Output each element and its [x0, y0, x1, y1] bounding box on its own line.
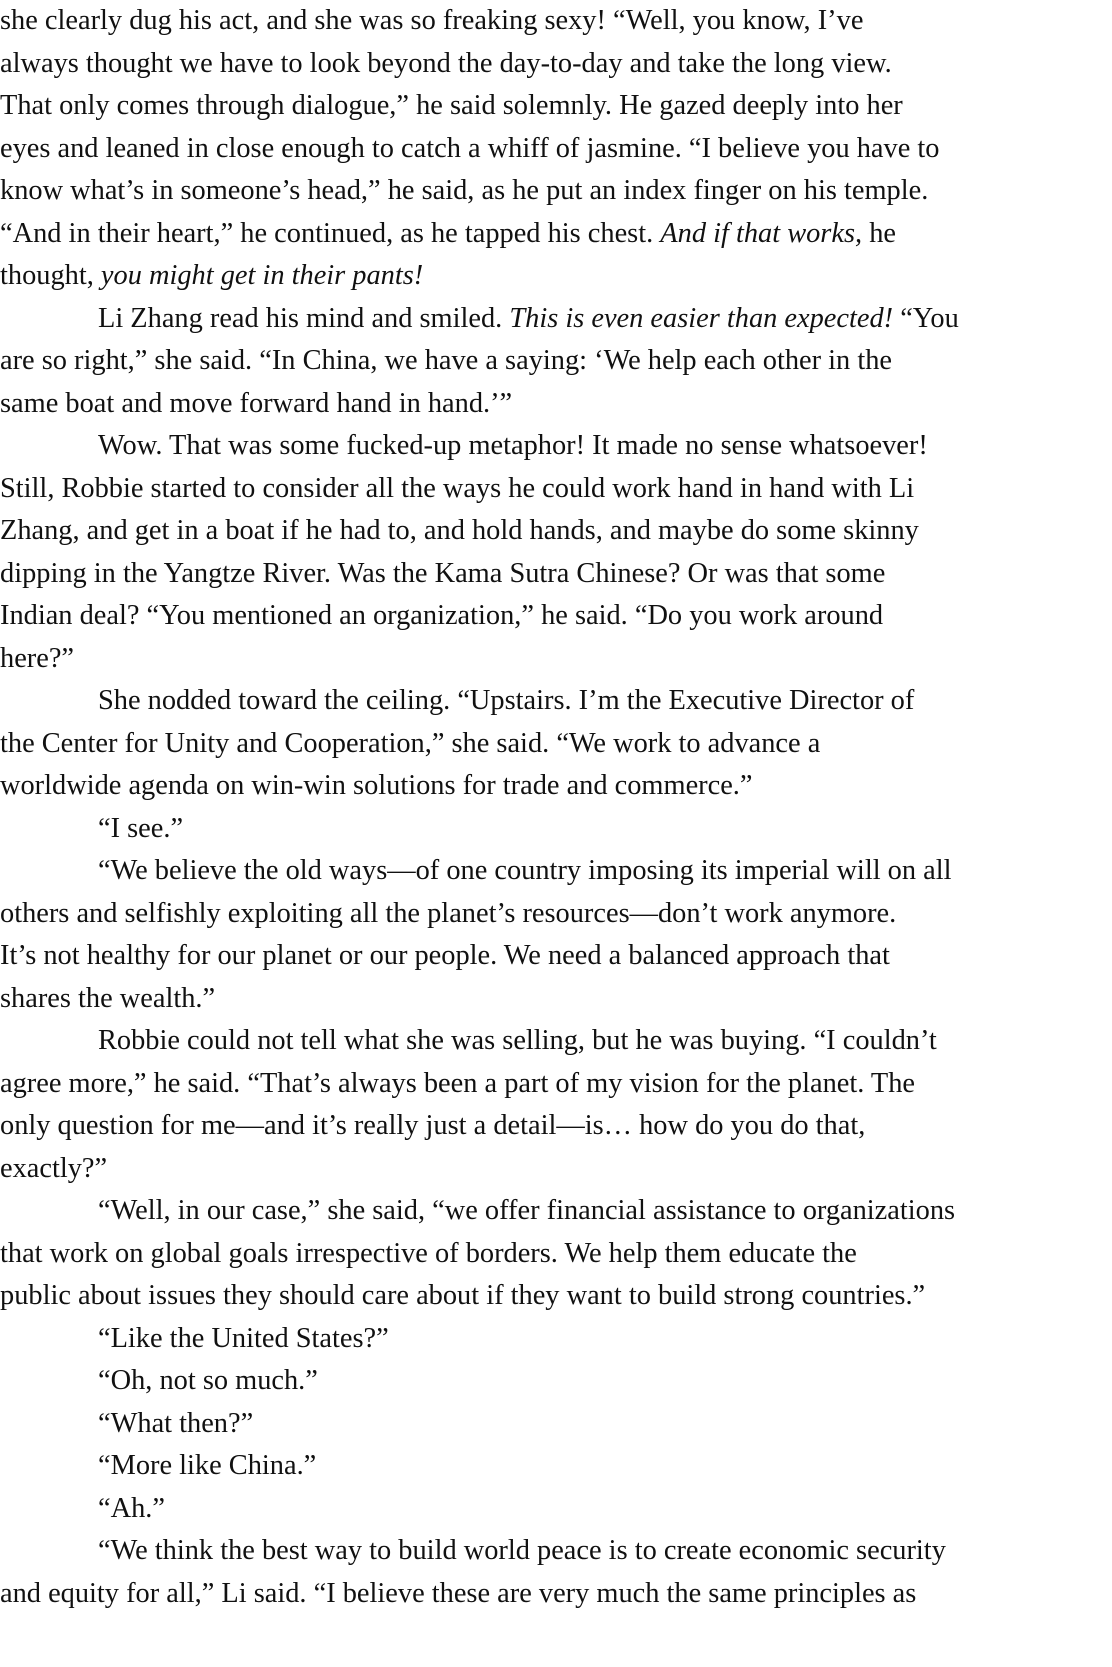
line-text: exactly?”	[0, 1152, 108, 1184]
text-line	[0, 0, 1112, 43]
text-line	[0, 468, 1112, 511]
paragraph-first-line	[0, 298, 1112, 341]
paragraph-first-line	[0, 1403, 1112, 1446]
line-text: he	[862, 217, 896, 249]
line-text: “More like China.”	[98, 1450, 317, 1481]
italic-thought: And if that works,	[660, 217, 863, 249]
paragraph-first-line	[0, 808, 1112, 851]
line-text: worldwide agenda on win-win solutions for trade and commerce.”	[0, 770, 753, 801]
text-line	[0, 723, 1112, 766]
italic-thought: This is even easier than expected!	[509, 302, 894, 334]
line-text: she clearly dug his act, and she was so freaking sexy! “Well, you know, I’ve	[0, 5, 864, 36]
line-text: “Like the United States?”	[98, 1322, 389, 1354]
line-text: same boat and move forward hand in hand.’”	[0, 387, 513, 419]
line-text: “What then?”	[98, 1407, 254, 1439]
paragraph-first-line	[0, 1488, 1112, 1531]
text-line	[0, 85, 1112, 128]
italic-thought: you might get in their pants!	[100, 260, 424, 291]
paragraph-first-line	[0, 1445, 1112, 1488]
line-text: the Center for Unity and Cooperation,” she said. “We work to advance a	[0, 727, 821, 759]
paragraph-first-line	[0, 850, 1112, 893]
text-line	[0, 638, 1112, 681]
paragraph-first-line	[0, 425, 1112, 468]
line-text: others and selfishly exploiting all the planet’s resources—don’t work anymore.	[0, 897, 897, 929]
paragraph-first-line	[0, 1190, 1112, 1233]
text-line	[0, 1275, 1112, 1318]
line-text: thought,	[0, 260, 101, 291]
line-text: know what’s in someone’s head,” he said, as he put an index finger on his temple.	[0, 175, 929, 206]
line-text: here?”	[0, 642, 75, 674]
line-text: “Well, in our case,” she said, “we offer financial assistance to organizations	[98, 1195, 956, 1226]
text-line	[0, 893, 1112, 936]
text-line	[0, 170, 1112, 213]
line-text: “Ah.”	[98, 1492, 165, 1524]
line-text: “We believe the old ways—of one country imposing its imperial will on all	[98, 855, 952, 886]
text-line	[0, 340, 1112, 383]
line-text: shares the wealth.”	[0, 982, 216, 1014]
text-line	[0, 978, 1112, 1021]
line-text: Li Zhang read his mind and smiled.	[98, 302, 510, 334]
line-text: “We think the best way to build world peace is to create economic security	[98, 1535, 946, 1566]
line-text: “And in their heart,” he continued, as he tapped his chest.	[0, 217, 661, 249]
paragraph-first-line	[0, 1318, 1112, 1361]
text-line	[0, 1105, 1112, 1148]
text-line	[0, 595, 1112, 638]
line-text: always thought we have to look beyond the day-to-day and take the long view.	[0, 47, 892, 79]
paragraph-first-line	[0, 1530, 1112, 1573]
line-text: That only comes through dialogue,” he said solemnly. He gazed deeply into her	[0, 90, 903, 121]
line-text: dipping in the Yangtze River. Was the Kama Sutra Chinese? Or was that some	[0, 557, 886, 589]
text-line	[0, 1233, 1112, 1276]
text-line	[0, 213, 1112, 256]
line-text: Wow. That was some fucked-up metaphor! It made no sense whatsoever!	[98, 430, 928, 461]
text-line	[0, 1573, 1112, 1616]
paragraph-first-line	[0, 680, 1112, 723]
line-text: eyes and leaned in close enough to catch a whiff of jasmine. “I believe you have to	[0, 132, 940, 164]
line-text: Indian deal? “You mentioned an organization,” he said. “Do you work around	[0, 600, 884, 631]
line-text: “You	[893, 302, 959, 334]
text-line	[0, 935, 1112, 978]
line-text: It’s not healthy for our planet or our people. We need a balanced approach that	[0, 940, 890, 971]
text-line	[0, 255, 1112, 298]
line-text: Zhang, and get in a boat if he had to, and hold hands, and maybe do some skinny	[0, 515, 919, 546]
text-line	[0, 765, 1112, 808]
text-line	[0, 1063, 1112, 1106]
line-text: only question for me—and it’s really just a detail—is… how do you do that,	[0, 1110, 866, 1141]
line-text: that work on global goals irrespective of borders. We help them educate the	[0, 1237, 857, 1269]
text-line	[0, 553, 1112, 596]
line-text: agree more,” he said. “That’s always been a part of my vision for the planet. The	[0, 1067, 916, 1099]
line-text: are so right,” she said. “In China, we have a saying: ‘We help each other in the	[0, 345, 892, 376]
text-line	[0, 43, 1112, 86]
line-text: “Oh, not so much.”	[98, 1365, 318, 1396]
line-text: “I see.”	[98, 812, 184, 844]
paragraph-first-line	[0, 1360, 1112, 1403]
line-text: Still, Robbie started to consider all the ways he could work hand in hand with Li	[0, 472, 915, 504]
text-line	[0, 510, 1112, 553]
line-text: Robbie could not tell what she was selling, but he was buying. “I couldn’t	[98, 1025, 937, 1056]
text-line	[0, 128, 1112, 171]
text-line	[0, 383, 1112, 426]
line-text: She nodded toward the ceiling. “Upstairs. I’m the Executive Director of	[98, 685, 915, 716]
line-text: public about issues they should care about if they want to build strong countries.”	[0, 1280, 926, 1311]
paragraph-first-line	[0, 1020, 1112, 1063]
text-line	[0, 1148, 1112, 1191]
line-text: and equity for all,” Li said. “I believe these are very much the same principles as	[0, 1577, 917, 1609]
